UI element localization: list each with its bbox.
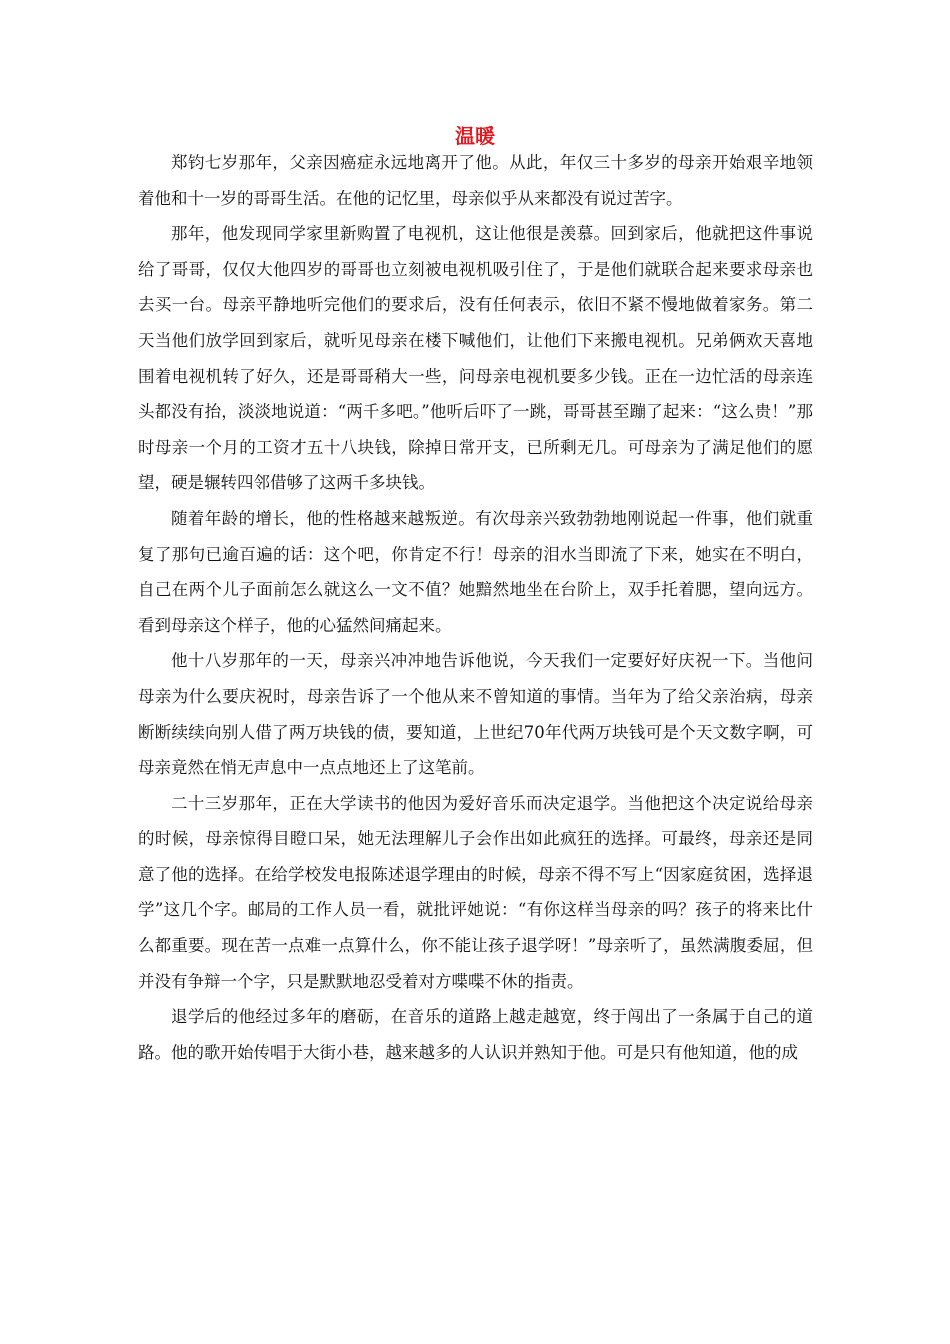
document-title: 温暖 xyxy=(455,124,495,148)
paragraph-3: 随着年龄的增长，他的性格越来越叛逆。有次母亲兴致勃勃地刚说起一件事，他们就重复了那句已逾百遍的话：这个吧，你肯定不行！母亲的泪水当即流了下来，她实在不明白，自己在两个儿子面前怎么就这么一文不值？她黯然地坐在台阶上，双手托着腮，望向远方。看到母亲这个样子，他的心猛然间痛起来。 xyxy=(138,508,813,635)
paragraph-4: 他十八岁那年的一天，母亲兴冲冲地告诉他说，今天我们一定要好好庆祝一下。当他问母亲为什么要庆祝时，母亲告诉了一个他从来不曾知道的事情。当年为了给父亲治病，母亲断断续续向别人借了两万块钱的债，要知道，上世纪70年代两万块钱可是个天文数字啊，可母亲竟然在悄无声息中一点点地还上了这笔前。 xyxy=(138,651,813,778)
paragraph-1: 郑钧七岁那年，父亲因癌症永远地离开了他。从此，年仅三十多岁的母亲开始艰辛地领着他和十一岁的哥哥生活。在他的记忆里，母亲似乎从来都没有说过苦字。 xyxy=(138,153,813,208)
paragraph-6: 退学后的他经过多年的磨砺，在音乐的道路上越走越宽，终于闯出了一条属于自己的道路。他的歌开始传唱于大街小巷，越来越多的人认识并熟知于他。可是只有他知道，他的成 xyxy=(138,1007,813,1062)
paragraph-5: 二十三岁那年，正在大学读书的他因为爱好音乐而决定退学。当他把这个决定说给母亲的时候，母亲惊得目瞪口呆，她无法理解儿子会作出如此疯狂的选择。可最终，母亲还是同意了他的选择。在给学校发电报陈述退学理由的时候，母亲不得不写上“因家庭贫困，选择退学”这几个字。邮局的工作人员一看，就批评她说：“有你这样当母亲的吗？孩子的将来比什么都重要。现在苦一点难一点算什么，你不能让孩子退学呀！”母亲听了，虽然满腹委屈，但并没有争辩一个字，只是默默地忍受着对方喋喋不休的指责。 xyxy=(138,793,813,991)
paragraph-2: 那年，他发现同学家里新购置了电视机，这让他很是羡慕。回到家后，他就把这件事说给了哥哥，仅仅大他四岁的哥哥也立刻被电视机吸引住了，于是他们就联合起来要求母亲也去买一台。母亲平静地听完他们的要求后，没有任何表示，依旧不紧不慢地做着家务。第二天当他们放学回到家后，就听见母亲在楼下喊他们，让他们下来搬电视机。兄弟俩欢天喜地围着电视机转了好久，还是哥哥稍大一些，问母亲电视机要多少钱。正在一边忙活的母亲连头都没有抬，淡淡地说道：“两千多吧。”他听后吓了一跳，哥哥甚至蹦了起来：“这么贵！”那时母亲一个月的工资才五十八块钱，除掉日常开支，已所剩无几。可母亲为了满足他们的愿望，硬是辗转四邻借够了这两千多块钱。 xyxy=(138,224,813,493)
article-body xyxy=(138,145,813,1070)
